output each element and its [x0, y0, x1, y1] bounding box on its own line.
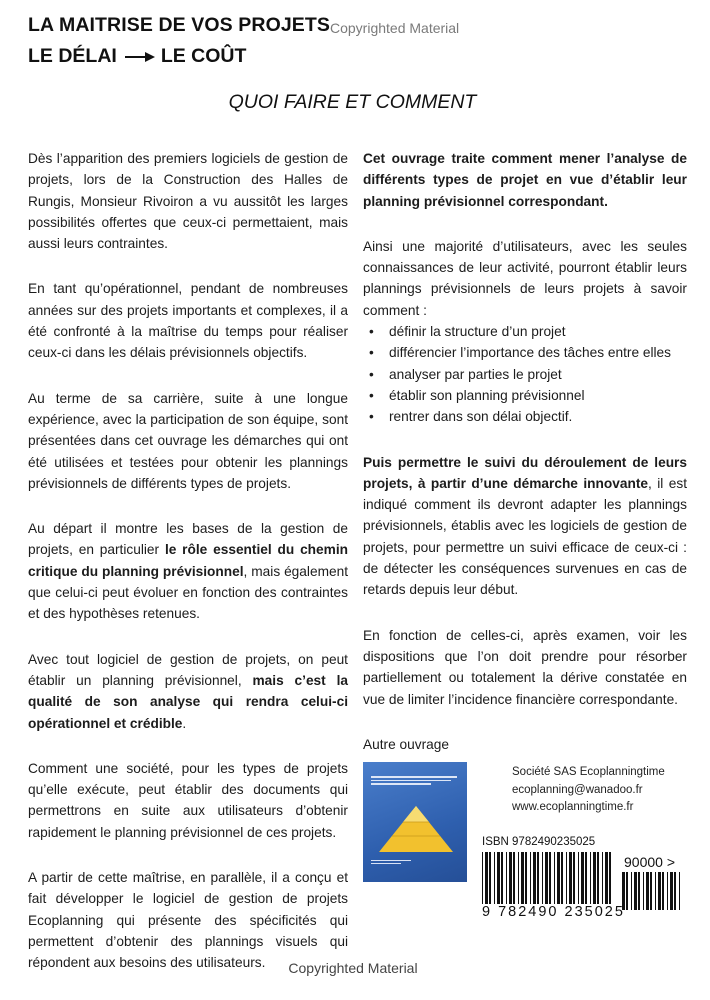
bullet-icon: •	[369, 345, 374, 361]
paragraph: Au terme de sa carrière, suite à une longue expérience, avec la participation de son équipe, sont présentées dans cet ouvrage les démarches qui ont été utilisées et testées pour obtenir les plannings prévisionnels de différents types de projets.	[28, 390, 348, 491]
book-title-line2	[28, 45, 246, 68]
publisher-contact	[512, 764, 665, 817]
emphasis-text: le rôle essentiel du chemin critique du planning prévisionnel	[28, 542, 348, 579]
paragraph: Comment une société, pour les types de projets qu’elle exécute, peut établir des documents qui permettrons en suite aux utilisateurs d’obtenir rapidement le planning prévisionnel de ces projets.	[28, 760, 348, 840]
cover-title-lines	[371, 774, 459, 787]
arrow-right-icon	[125, 52, 155, 62]
company-name: Société SAS Ecoplanningtime	[512, 766, 665, 778]
list-item: • définir la structure d’un projet	[363, 321, 687, 342]
ean-digits: 9 782490 235025	[482, 904, 625, 920]
paragraph	[28, 518, 348, 624]
website-text: www.ecoplanningtime.fr	[512, 801, 634, 813]
bullet-icon: •	[369, 366, 374, 382]
paragraph-bold: Cet ouvrage traite comment mener l’analyse de différents types de projet en vue d’établir leur planning prévisionnel correspondant.	[363, 151, 687, 209]
email-text: ecoplanning@wanadoo.fr	[512, 783, 643, 796]
other-book-cover-image	[363, 762, 467, 882]
paragraph: En tant qu’opérationnel, pendant de nombreuses années sur des projets importants et complexes, il a été confronté à la maîtrise du temps pour réaliser ceux-ci dans les délais prévisionnels objectifs.	[28, 281, 348, 361]
paragraph	[363, 452, 687, 601]
right-text-column	[363, 148, 687, 755]
book-title-line1: LA MAITRISE DE VOS PROJETS	[28, 14, 331, 36]
emphasis-text: mais c’est la qualité de son analyse qui rendra celui-ci opérationnel et crédible	[28, 672, 348, 731]
isbn-text: ISBN 9782490235025	[482, 836, 596, 848]
list-item: • établir son planning prévisionnel	[363, 385, 687, 406]
ean-barcode-icon	[482, 852, 616, 904]
pyramid-icon	[377, 804, 455, 854]
book-subtitle: QUOI FAIRE ET COMMENT	[228, 91, 477, 113]
paragraph: Dès l’apparition des premiers logiciels de gestion de projets, lors de la Construction des Halles de Rungis, Monsieur Rivoiron a vu aussitôt les larges possibilités offertes que ceux-ci permettaient, mais aussi leurs contraintes.	[28, 151, 348, 252]
paragraph: En fonction de celles-ci, après examen, voir les dispositions que l’on doit prendre pour résorber partiellement ou totalement la dérive constatée en vue de limiter l’incidence financière correspondante.	[363, 627, 687, 707]
bullet-icon: •	[369, 409, 374, 425]
list-item: • rentrer dans son délai objectif.	[363, 406, 687, 427]
left-text-column	[28, 148, 348, 974]
text-run: .	[182, 715, 187, 731]
text-run: Au départ il montre les bases de la gestion de projets, en particulier	[28, 521, 348, 558]
copyright-watermark-bottom: Copyrighted Material	[288, 960, 418, 976]
title-cost: LE COÛT	[160, 45, 247, 67]
text-run: , mais également que celui-ci peut évoluer en fonction des contraintes et des hypothèses retenues.	[28, 563, 348, 622]
bullet-list	[363, 321, 687, 427]
copyright-watermark-top: Copyrighted Material	[330, 20, 460, 36]
addon-barcode-icon	[622, 872, 684, 910]
list-item: • différencier l’importance des tâches entre elles	[363, 342, 687, 363]
emphasis-text: Puis permettre le suivi du déroulement de leurs projets, à partir d’une démarche innovante	[363, 454, 687, 491]
cover-author-lines	[371, 858, 459, 866]
list-item: • analyser par parties le projet	[363, 364, 687, 385]
bullet-icon: •	[369, 324, 374, 340]
text-run: Avec tout logiciel de gestion de projets, on peut établir un planning prévisionnel,	[28, 651, 348, 688]
title-delay: LE DÉLAI	[28, 45, 117, 67]
bullet-icon: •	[369, 387, 374, 403]
text-run: , il est indiqué comment ils devront adapter les plannings prévisionnels, établis avec les logiciels de gestion de projets, pour permettre un suivi efficace de ceux-ci : de détecter les conséquences survenues en cas de retards depuis leur début.	[363, 475, 688, 598]
paragraph	[28, 649, 348, 734]
price-code: 90000 >	[624, 854, 675, 870]
paragraph: Ainsi une majorité d’utilisateurs, avec les seules connaissances de leur activité, pourront établir leurs plannings prévisionnels de leurs projets à savoir comment :	[363, 238, 687, 318]
paragraph: A partir de cette maîtrise, en parallèle, il a conçu et fait développer le logiciel de gestion de projets Ecoplanning qui présente des spécificités qui permettent d’obtenir des plannings visuels qui répondent aux besoins des utilisateurs.	[28, 870, 348, 971]
other-work-label: Autre ouvrage	[363, 736, 449, 752]
